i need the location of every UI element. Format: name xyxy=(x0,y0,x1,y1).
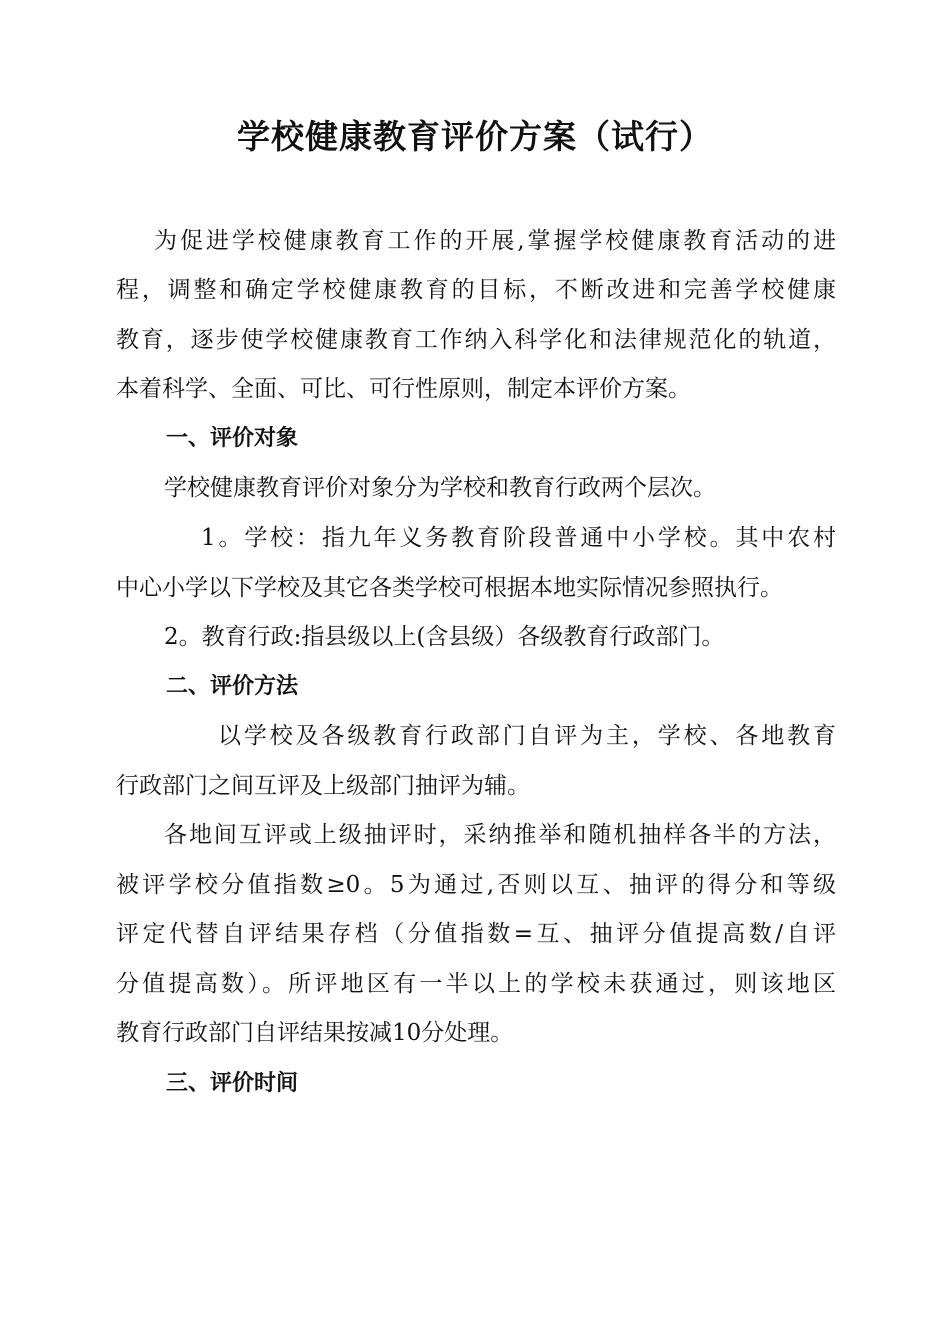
intro-line-1: 为促进学校健康教育工作的开展,掌握学校健康教育活动的进 xyxy=(154,228,836,254)
section-2-para-2-line-5: 教育行政部门自评结果按减10分处理。 xyxy=(116,1020,514,1046)
section-1-item-2: 2。教育行政:指县级以上(含县级）各级教育行政部门。 xyxy=(164,624,725,650)
document-title: 学校健康教育评价方案（试行） xyxy=(237,117,713,156)
intro-line-4: 本着科学、全面、可比、可行性原则，制定本评价方案。 xyxy=(116,376,691,402)
intro-line-2: 程，调整和确定学校健康教育的目标，不断改进和完善学校健康 xyxy=(116,277,836,303)
section-2-para-2-line-3: 评定代替自评结果存档（分值指数=互、抽评分值提高数/自评 xyxy=(116,921,836,947)
section-2-para-2-line-2: 被评学校分值指数≥0。5为通过,否则以互、抽评的得分和等级 xyxy=(116,872,836,898)
section-1-item-1-line-1: 1。学校：指九年义务教育阶段普通中小学校。其中农村 xyxy=(201,525,836,551)
section-2-para-1-line-1: 以学校及各级教育行政部门自评为主，学校、各地教育 xyxy=(218,723,836,749)
section-1-item-1-line-2: 中心小学以下学校及其它各类学校可根据本地实际情况参照执行。 xyxy=(116,575,783,601)
section-1-heading: 一、评价对象 xyxy=(166,426,299,451)
section-2-para-2-line-1: 各地间互评或上级抽评时，采纳推举和随机抽样各半的方法， xyxy=(164,822,836,848)
section-1-body: 学校健康教育评价对象分为学校和教育行政两个层次。 xyxy=(164,475,716,501)
section-3-heading: 三、评价时间 xyxy=(166,1071,299,1096)
section-2-para-1-line-2: 行政部门之间互评及上级部门抽评为辅。 xyxy=(116,773,530,799)
section-2-para-2-line-4: 分值提高数）。所评地区有一半以上的学校未获通过，则该地区 xyxy=(116,971,836,997)
intro-line-3: 教育，逐步使学校健康教育工作纳入科学化和法律规范化的轨道， xyxy=(116,327,836,353)
section-2-heading: 二、评价方法 xyxy=(166,674,299,699)
